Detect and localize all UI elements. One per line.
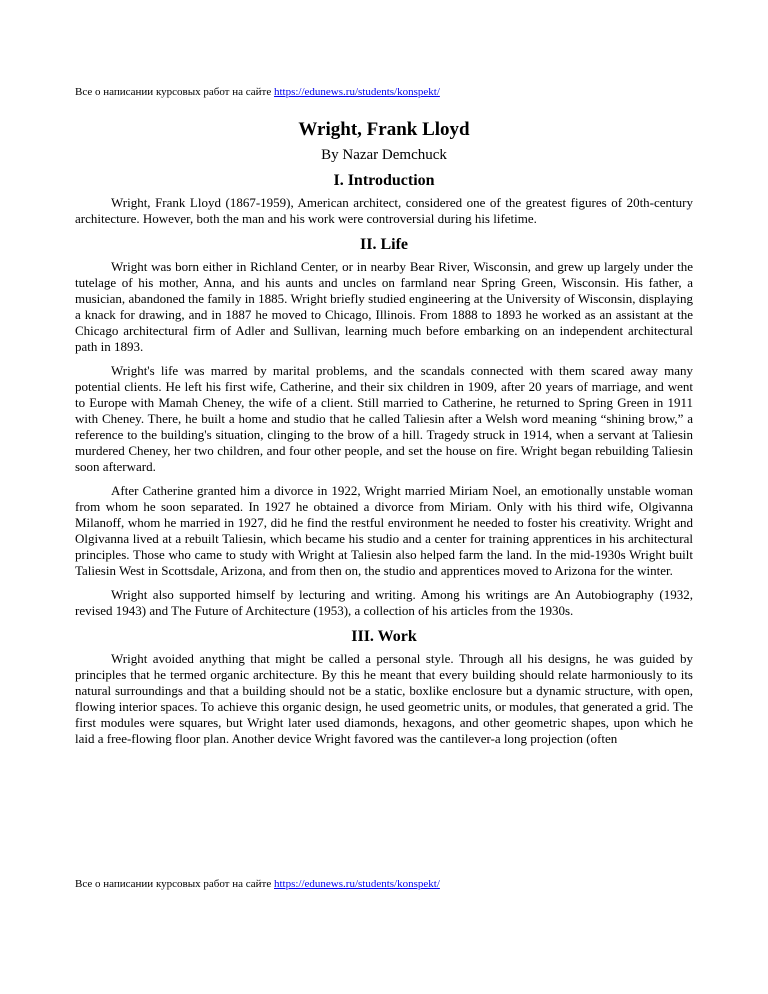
footer-note	[75, 878, 440, 891]
footer-link[interactable]: https://edunews.ru/students/konspekt/	[273, 878, 440, 890]
section-heading-life: II. Life	[360, 236, 408, 253]
paragraph: Wright's life was marred by marital problems, and the scandals connected with them scared away many potential clients. He left his first wife, Catherine, and their six children in 1909, after 20 years of marriage, and went to Europe with Mamah Cheney, the wife of a client. Still married to Catherine, he returned to Spring Green in 1911 with Cheney. There, he built a home and studio that he called Taliesin after a Welsh word meaning “shining brow,” a reference to the building's situation, clinging to the brow of a hill. Tragedy struck in 1914, when a servant at Taliesin murdered Cheney, her two children, and four other people, and set the house on fire. Wright began rebuilding Taliesin soon afterward.	[75, 363, 693, 474]
header-note	[75, 86, 440, 99]
section-heading-work: III. Work	[351, 628, 417, 645]
document-body	[75, 118, 693, 755]
section-heading-introduction: I. Introduction	[333, 172, 435, 189]
document-title: Wright, Frank Lloyd	[298, 119, 470, 140]
paragraph: After Catherine granted him a divorce in 1922, Wright married Miriam Noel, an emotionally unstable woman from whom he soon separated. In 1927 he obtained a divorce from Miriam. Only with his third wife, Olgivanna Milanoff, whom he married in 1927, did he find the restful environment he needed to foster his creativity. Wright and Olgivanna lived at a rebuilt Taliesin, which became his studio and a center for training apprentices in his architectural principles. Those who came to study with Wright at Taliesin also helped farm the land. In the mid-1930s Wright built Taliesin West in Scottsdale, Arizona, and from then on, the studio and apprentices moved to Arizona for the winter.	[75, 483, 693, 578]
document-byline: By Nazar Demchuck	[321, 147, 447, 163]
paragraph: Wright was born either in Richland Center, or in nearby Bear River, Wisconsin, and grew up largely under the tutelage of his mother, Anna, and his aunts and uncles on farmland near Spring Green, Wisconsin. His father, a musician, abandoned the family in 1885. Wright briefly studied engineering at the University of Wisconsin, displaying a knack for drawing, and in 1887 he moved to Chicago, Illinois. From 1888 to 1893 he worked as an assistant at the Chicago architectural firm of Adler and Sullivan, learning much before embarking on an independent architectural path in 1893.	[75, 259, 693, 354]
paragraph: Wright also supported himself by lecturing and writing. Among his writings are An Autobiography (1932, revised 1943) and The Future of Architecture (1953), a collection of his articles from the 1930s.	[75, 587, 693, 618]
paragraph: Wright, Frank Lloyd (1867-1959), American architect, considered one of the greatest figures of 20th-century architecture. However, both the man and his work were controversial during his lifetime.	[75, 195, 693, 226]
paragraph: Wright avoided anything that might be called a personal style. Through all his designs, he was guided by principles that he termed organic architecture. By this he meant that every building should relate harmoniously to its natural surroundings and that a building should not be a static, boxlike enclosure but a dynamic structure, with open, flowing interior spaces. To achieve this organic design, he used geometric units, or modules, that generated a grid. The first modules were squares, but Wright later used diamonds, hexagons, and other geometric shapes, upon which he laid a free-flowing floor plan. Another device Wright favored was the cantilever-a long projection (often	[75, 651, 693, 746]
header-note-text: Все о написании курсовых работ на сайте	[75, 86, 274, 98]
footer-note-text: Все о написании курсовых работ на сайте	[75, 878, 274, 890]
header-link[interactable]: https://edunews.ru/students/konspekt/	[273, 86, 440, 98]
